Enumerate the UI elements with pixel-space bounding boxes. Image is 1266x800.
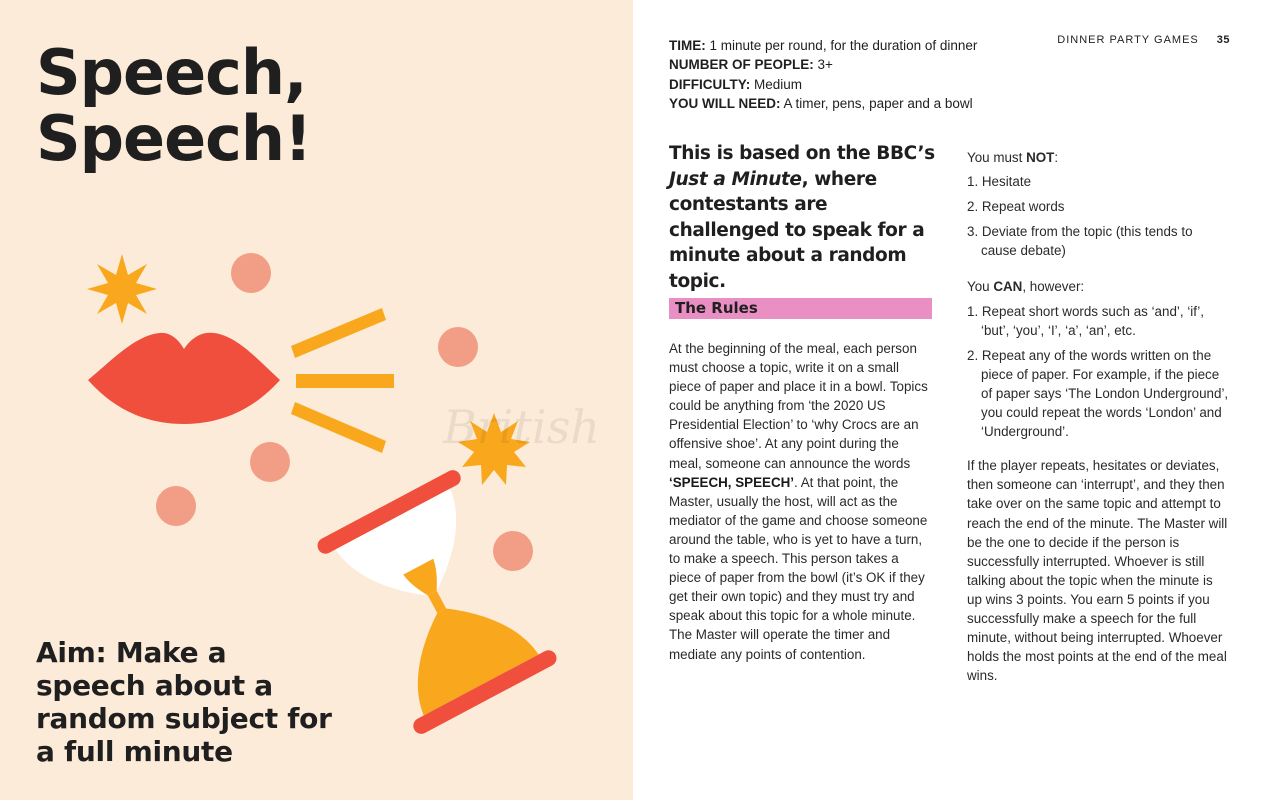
list-item: 1. Hesitate <box>967 174 1032 190</box>
intro-paragraph: This is based on the BBC’s Just a Minute, where contestants are challenged to speak for a minute about a random topic. <box>669 143 935 292</box>
rules-body: At the beginning of the meal, each person must choose a topic, write it on a small piece of paper and place it in a bowl. Topics could be anything from ‘the 2020 US Presidential Election’ to ‘why Crocs are an offensive shoe’. At any point during the meal, someone can announce the words ‘SPEECH, SPEECH’. At that point, the Master, usually the host, will act as the mediator of the game and choose someone around the table, who is yet to have a turn, to make a speech. This person takes a piece of paper from the bowl (it’s OK if they get their own topic) and they must try and speak about this topic for a whole minute. The Master will operate the timer and mediate any points of contention. <box>669 341 928 662</box>
hourglass-icon <box>315 467 560 736</box>
running-head <box>1057 34 1230 46</box>
dot-icon <box>493 531 533 571</box>
section-name: DINNER PARTY GAMES <box>1057 34 1199 46</box>
aim-text: Aim: Make a speech about a random subject for a full minute <box>36 636 332 768</box>
lips-icon <box>88 333 280 424</box>
meta-time: TIME: 1 minute per round, for the duration of dinner <box>669 38 978 53</box>
page-number: 35 <box>1216 34 1230 46</box>
list-item: 3. Deviate from the topic (this tends to cause debate) <box>967 224 1193 259</box>
meta-difficulty: DIFFICULTY: Medium <box>669 76 802 92</box>
meta-need: YOU WILL NEED: A timer, pens, paper and a bowl <box>669 96 973 112</box>
list-item: 1. Repeat short words such as ‘and’, ‘if’, ‘but’, ‘you’, ‘I’, ‘a’, ‘an’, etc. <box>967 303 1204 338</box>
dot-icon <box>231 253 271 293</box>
must-not-list <box>967 172 1229 260</box>
meta-people: NUMBER OF PEOPLE: 3+ <box>669 57 833 73</box>
dot-icon <box>438 327 478 367</box>
list-item: 2. Repeat any of the words written on the piece of paper. For example, if the piece of paper says ‘The London Underground’, you could repeat the words ‘London’ and ‘Underground’. <box>967 347 1229 440</box>
rules-heading: The Rules <box>669 298 932 319</box>
right-page <box>633 0 1266 800</box>
scoring-paragraph: If the player repeats, hesitates or deviates, then someone can ‘interrupt’, and they then take over on the same topic and attempt to reach the end of the minute. The Master will be the one to decide if the person is successfully interrupted. Whoever is still talking about the topic when the minute is up wins 3 points. You earn 5 points if you successfully make a speech for the full minute, without being interrupted. Whoever holds the most points at the end of the meal wins. <box>967 458 1228 684</box>
can-lead: You CAN, however: <box>967 279 1085 295</box>
dot-icon <box>156 486 196 526</box>
star-icon <box>458 413 530 485</box>
rules-column-2 <box>967 148 1229 685</box>
must-not-lead: You must NOT: <box>967 150 1059 165</box>
title-line-1: Speech, <box>36 36 307 109</box>
title-line-2: Speech! <box>36 102 312 175</box>
game-meta <box>669 36 977 114</box>
list-item: 2. Repeat words <box>967 199 1065 215</box>
star-icon <box>87 254 157 324</box>
dot-icon <box>250 442 290 482</box>
speech-lines-icon <box>291 308 394 453</box>
can-list <box>967 302 1229 442</box>
